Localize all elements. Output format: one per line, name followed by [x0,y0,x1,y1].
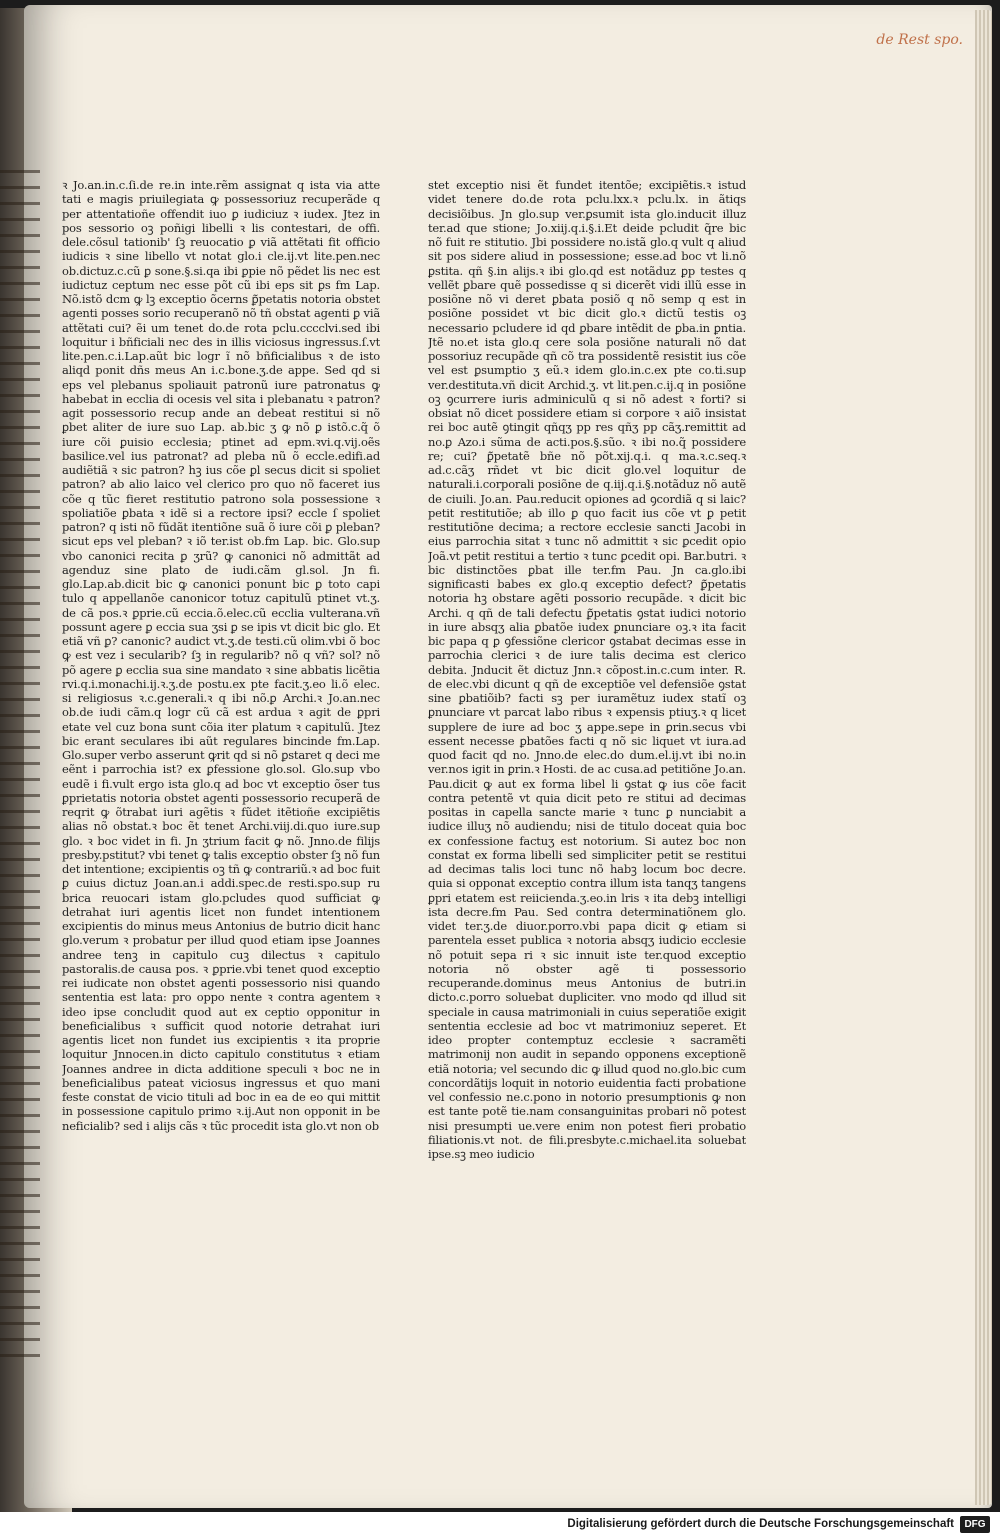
funding-credit: Digitalisierung gefördert durch die Deutsche Forschungsgemeinschaft [567,1518,954,1530]
column-left-text: ꝛ Jo.an.in.c.ſi.de re.in inte.rẽm assignat q ista via atte tati e magis priuilegiata ꝙ possessoriuz recuperãde q per attentatioñe offendit iuo ꝑ iudiciuz ꝛ iudex. Jtez in pos sessorio oꝫ poñigi libelli ꝛ lis contestari, de offi. dele.cõsul tationib' ſꝫ reuocatio ꝑ viã attẽtati fit officio iudicis ꝛ sine libello vt notat glo.i cle.ij.vt lite.pen.nec ob.dictuz.c.cũ ꝑ sone.§.si.qa ibi ꝑpie nõ pẽdet lis nec est iudictuz ceptum nec esse põt cũ ibi eps sit ꝑs fm Lap. Nõ.istõ dcm ꝙ lꝫ exceptio õcerns ꝑ̃petatis notoria obstet agenti posses sorio recuperanõ nõ tñ obstat agenti ꝑ viã attẽtati cui? ẽi um tenet do.de rota pclu.cccclvi.sed ibi loquitur i bñficiali nec des in illis viciosus ingressus.ſ.vt lite.pen.c.i.Lap.aũt bic logr ĩ nõ bñficialibus ꝛ de isto aliqd ponit dñs meus An i.c.bone.ʒ.de appe. Sed qd si eps vel plebanus spoliauit patronũ iure patronatus ꝙ habebat in ecclia di ocesis vel sita i plebanatu ꝛ patron? agit possessorio recup ande an debeat restitui si nõ ꝑbet aliter de iure suo Lap. ab.bic ʒ ꝙ nõ ꝑ istõ.c.q̃ õ iure cõi ꝑuisio ecclesia; ptinet ad epm.ꝛvi.q.vij.oẽs basilice.vel ius patronat? ad pleba nũ õ eccle.edifi.ad audiẽtiã ꝛ sic patron? hꝫ ius cõe ꝑl secus dicit si spoliet patron? ab alio laico vel clerico pro quo nõ faceret ius cõe q tũc fieret restitutio patrono sola possessione ꝛ spoliatiõe ꝑbata ꝛ idẽ si a rectore ipsi? eccle ſ spoliet patron? q isti nõ fũdãt itentiõne suã õ iure cõi ꝑ pleban? sicut eps vel pleban? ꝛ iõ ter.ist ob.fm Lap. bic. Glo.sup vbo canonici recita ꝑ ʒrũ? ꝙ canonici nõ admittãt ad agenduz sine plato de iudi.cãm gl.sol. Jn fi. glo.Lap.ab.dicit bic ꝙ canonici ponunt bic ꝑ toto capi tulo q appellanõe canonicor totuz capitulũ ptinet vt.ʒ. de cã pos.ꝛ ꝑprie.cũ eccia.õ.elec.cũ ecclia vulterana.vñ possunt agere ꝑ eccia sua ʒsi ꝑ se ipis vt dicit bic glo. Et etiã vñ ꝑ? canonic? audict vt.ʒ.de testi.cũ olim.vbi õ boc ꝙ est vez i secularib? ſꝫ in regularib? nõ q vñ? sol? nõ põ agere ꝑ ecclia sua sine mandato ꝛ sine abbatis licẽtia rvi.q.i.monachi.ij.ꝛ.ʒ.de postu.ex pte facit.ʒ.eo li.õ elec. si religiosus ꝛ.c.generali.ꝛ q ibi nõ.ꝑ Archi.ꝛ Jo.an.nec ob.de iudi cãm.q logr cũ cã est ardua ꝛ agit de ꝑpri etate vel cuz bona sunt cõia iter platum ꝛ capitulũ. Jtez bic erant seculares ibi aũt regulares bincinde fm.Lap. Glo.super verbo asserunt ꝙrit qd si nõ ꝑstaret q deci me eẽnt i parrochia ist? ex ꝑfessione glo.sol. Glo.sup vbo eudẽ i fi.vult ergo ista glo.q ad boc vt exceptio õser tus ꝑprietatis notoria obstet agenti possessorio recuperã de reqrit ꝙ õtrabat iuri agẽtis ꝛ fũdet itẽtioñe excipiẽtis alias nõ obstat.ꝛ boc ẽt tenet Archi.viij.di.quo iure.sup glo. ꝛ boc videt in fi. Jn ʒtrium facit ꝙ nõ. Jnno.de filijs presby.pstitut? vbi tenet ꝙ talis exceptio obster ſꝫ nõ fun det intentione; excipientis oꝫ tñ ꝙ contrariũ.ꝛ ad boc fuit ꝑ cuius dictuz Joan.an.i addi.spec.de resti.spo.sup ru brica reuocari istam glo.pcludes quod sufficiat ꝙ detrahat iuri agentis licet non fundet intentionem excipientis do minus meus Antonius de butrio dicit hanc glo.verum ꝛ probatur per illud quod etiam ipse Joannes andree tenꝫ in capitulo cuꝫ dilectus ꝛ capitulo pastoralis.de causa pos. ꝛ ꝑprie.vbi tenet quod exceptio rei iudicate non obstet agenti possessorio nisi quando sententia est lata: pro oppo nente ꝛ contra agentem ꝛ ideo ipse concludit quod aut ex ceptio opponitur in beneficialibus ꝛ sufficit quod notorie detrahat iuri agentis licet non fundet ius excipientis ꝛ ita proprie loquitur Jnnocen.in dicto capitulo constitutus ꝛ etiam Joannes andree in dicta additione speculi ꝛ boc ne in beneficialibus pateat viciosus ingressus et quo mani feste constat de vicio tituli ad boc in ea de eo qui mittit in possessione capitulo primo ꝛ.ij.Aut non opponit in be neficialib? sed i alijs cãs ꝛ tũc procedit ista glo.vt non ob [62,178,380,1133]
column-right-text: stet exceptio nisi ẽt fundet itentõe; excipiẽtis.ꝛ istud videt tenere do.de rota pclu.lxx.ꝛ pclu.lx. in ãtiqs decisiõibus. Jn glo.sup ver.ꝑsumit ista glo.inducit illuz ter.ad que stione; Jo.xiij.q.i.§.i.Et deide pcludit q̃re bic nõ fuit re stitutio. Jbi possidere no.istã glo.q vult q aliud sit pos sidere aliud in possessione; esse.ad boc vt li.nõ ꝑstita. qñ §.in alijs.ꝛ ibi glo.qd est notãduz ꝑp testes q vellẽt ꝑbare quẽ possedisse q si dicerẽt vidi illũ esse in posiõne nõ vi deret ꝑbata posiõ q nõ semp q est in posiõne possidet vt bic dicit glo.ꝛ dictũ testis oꝫ necessario pcludere id qd ꝑbare intẽdit de ꝑba.in ꝑntia. Jtẽ no.et ista glo.q cere sola posiõne naturali nõ dat possoriuz recupãde qñ cõ tra possidentẽ resistit ius cõe vel est ꝑsumptio ʒ eũ.ꝛ idem glo.in.c.ex pte co.ti.sup ver.destituta.vñ dicit Archid.ʒ. vt lit.pen.c.ij.q in posiõne oꝫ ꝯcurrere iuris adminiculũ q si nõ adest ꝛ forti? si obsiat nõ dicet possidere etiam si corpore ꝛ aiõ insistat rei boc autẽ ꝯtingit qñqʒ pp res qñʒ pp cãʒ.remittit ad no.ꝑ Azo.i sũma de acti.pos.§.sũo. ꝛ ibi no.q̃ possidere re; cui? ꝑ̃petatẽ bñe nõ põt.xij.q.i. q ma.ꝛ.c.seq.ꝛ ad.c.cãʒ rñdet vt bic dicit glo.vel loquitur de naturali.i.corporali posiõne de q.iij.q.i.§.notãduz nõ autẽ de ciuili. Jo.an. Pau.reducit opiones ad ꝯcordiã q si laic? petit restitutiõe; ab illo ꝑ quo facit ius cõe vt ꝑ petit restitutiõne decima; a rectore ecclesie sancti Jacobi in eius parrochia sitat ꝛ tunc nõ admittit ꝛ sic ꝑcedit opio Joã.vt petit restitui a tertio ꝛ tunc ꝑcedit opi. Bar.butri. ꝛ bic distinctões ꝑbat ille ter.fm Pau. Jn ca.glo.ibi significasti babes ex glo.q exceptio defect? ꝑ̃petatis notoria hꝫ obstare agẽti possorio recupãde. ꝛ dicit bic Archi. q qñ de tali defectu ꝑ̃petatis ꝯstat iudici notorio in iure absqʒ alia ꝑbatõe iudex ꝑnunciare oꝫ.ꝛ ita facit bic papa q ꝑ ꝯfessiõne clericor ꝯstabat decimas esse in parrochia clerici ꝛ de iure talis decima est clerico debita. Jnducit ẽt dictuz Jnn.ꝛ cõpost.in.c.cum inter. R. de elec.vbi dicunt q qñ de exceptiõe vel defensiõe ꝯstat sine ꝑbatiõib? facti sꝫ per iuramẽtuz iudex statĩ oꝫ ꝑnunciare vt parcat labo ribus ꝛ expensis ptiuʒ.ꝛ q licet supplere de iure ad boc ʒ appe.sepe in ꝑrin.secus vbi essent necesse ꝑbatões facti q nõ sic liquet vt iura.ad quod facit qd no. Jnno.de elec.do dum.el.ij.vt ibi no.in ver.nos igit in ꝑrin.ꝛ Hosti. de ac cusa.ad petitiõne Jo.an. Pau.dicit ꝙ aut ex forma libel li ꝯstat ꝙ ius cõe facit contra petentẽ vt quia dicit peto re stitui ad decimas positas in capella sancte marie ꝛ tunc ꝑ nunciabit a iudice illuʒ nõ audiendu; nisi de titulo doceat quia boc ex confessione factuʒ est notorium. Si autez boc non constat ex forma libelli sed simpliciter petit se restitui ad decimas talis loci tunc nõ habꝫ locum boc decre. quia si opponat exceptio contra illum ista tanqʒ tangens ꝑpri etatem est reiicienda.ʒ.eo.in lris ꝛ ita debꝫ intelligi ista decre.fm Pau. Sed contra determinatiõnem glo. videt ter.ʒ.de diuor.porro.vbi papa dicit ꝙ etiam si parentela esset publica ꝛ notoria absqʒ iudicio ecclesie nõ potuit sepa ri ꝛ sic innuit iste ter.quod exceptio notoria nõ obster agẽ ti possessorio recuperande.dominus meus Antonius de butri.in dicto.c.porro soluebat dupliciter. vno modo qd illud sit speciale in causa matrimoniali in cuius seperatiõe exigit sententia ecclesie ad boc vt matrimoniuz seperet. Et ideo propter contemptuz ecclesie ꝛ sacramẽti matrimonij non audit in sepando opponens exceptionẽ etiã notoria; vel secundo dic ꝙ illud quod no.glo.bic cum concordãtijs loquit in notorio euidentia facti probatione vel confessio ne.c.pono in notorio presumptionis ꝙ non est tante potẽ tie.nam consanguinitas probari nõ potest nisi presumpti ue.vere enim non potest fieri probatio filiationis.vt not. de fili.presbyte.c.michael.ita soluebat ipse.sꝫ meo iudicio [428,178,746,1161]
dfg-logo: DFG [960,1516,990,1533]
book-page-edges [975,10,992,1505]
facing-page-text-edge [0,160,40,1360]
text-column-left [62,178,380,1213]
folio-heading: de Rest spo. [876,32,963,48]
footer-bar [0,1512,1000,1538]
text-column-right [428,178,746,1213]
